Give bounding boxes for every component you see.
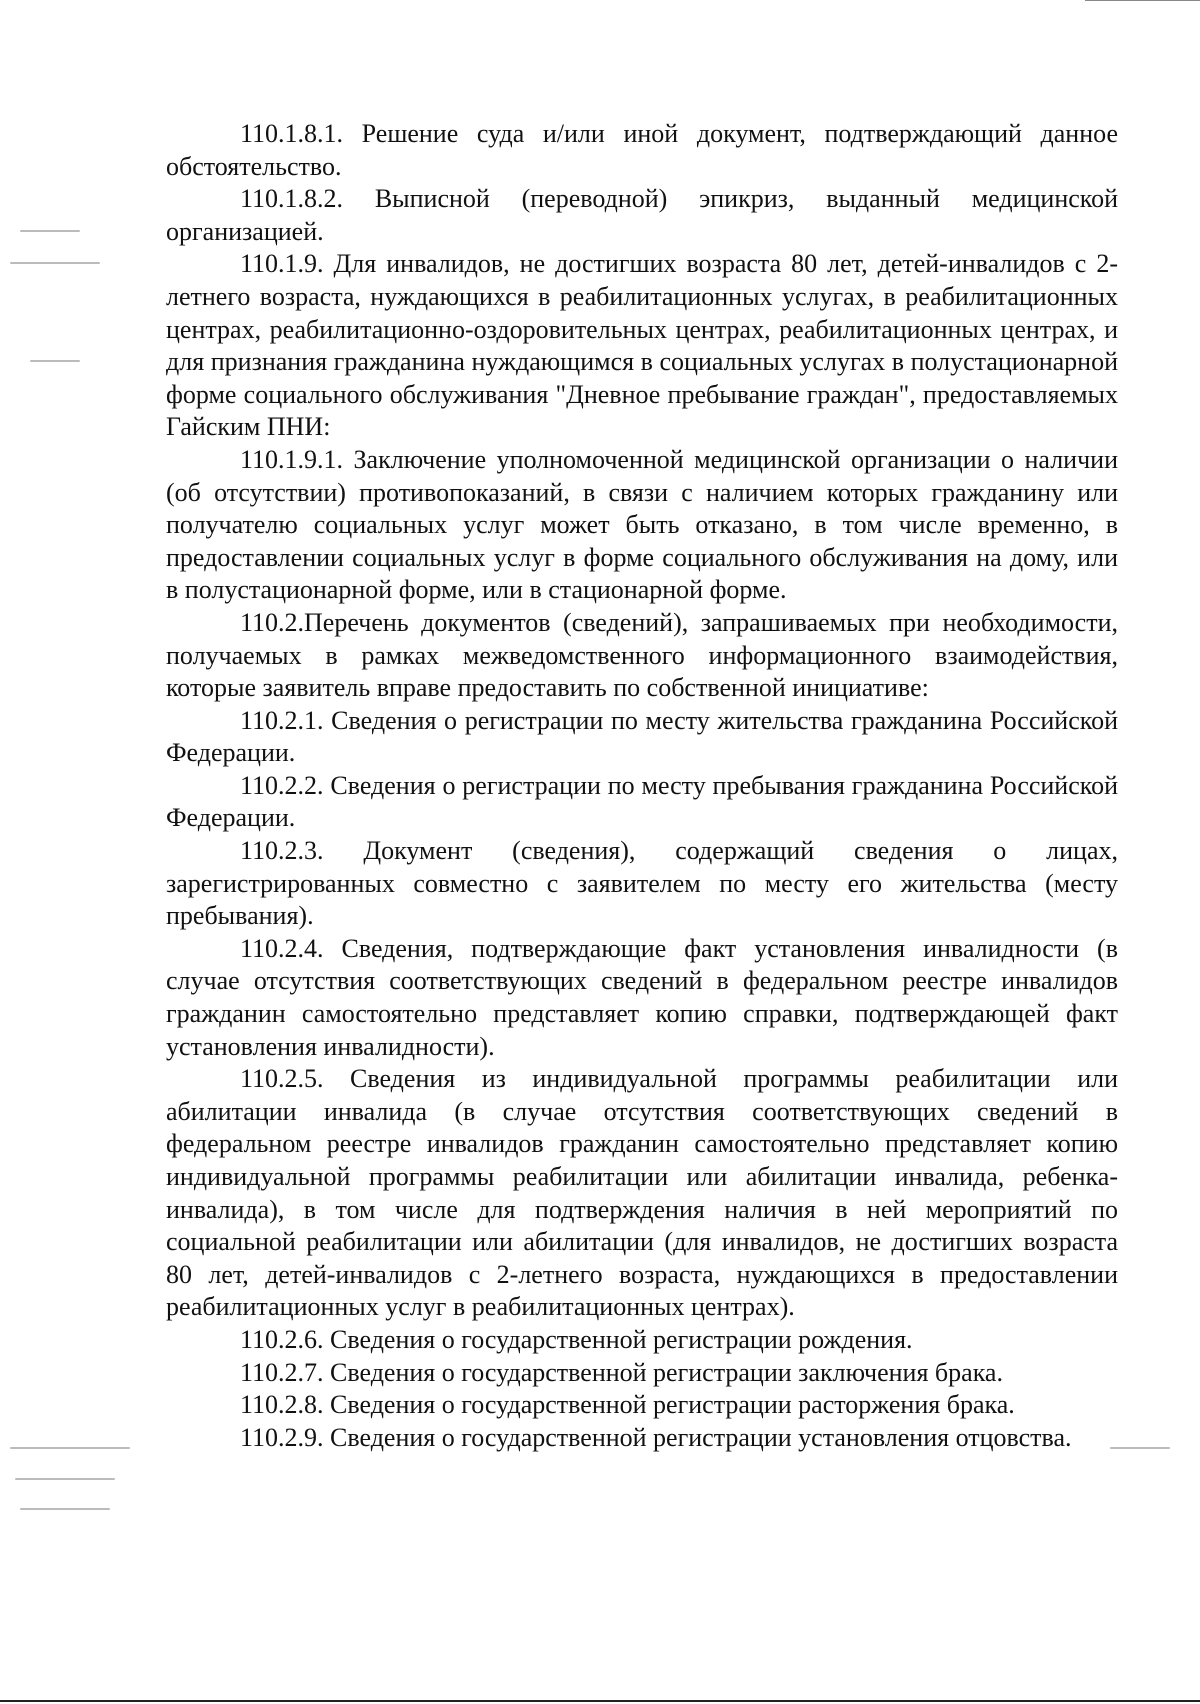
scan-speck [10, 1447, 130, 1449]
paragraph-110-1-8-1: 110.1.8.1. Решение суда и/или иной документ, подтверждающий данное обстоятельство. [166, 119, 1118, 181]
paragraph-110-1-9: 110.1.9. Для инвалидов, не достигших возраста 80 лет, детей-инвалидов с 2-летнего возраста, нуждающихся в реабилитационных услугах, в реабилитационных центрах, реабилитационно-оздоровительных центрах, реабилитационных центрах, и для признания гражданина нуждающимся в социальных услугах в полустационарной форме социального обслуживания "Дневное пребывание граждан", предоставляемых Гайским ПНИ: [166, 249, 1118, 442]
scan-speck [10, 262, 100, 264]
scan-artifact-line [1085, 0, 1200, 1]
paragraph-110-2-4: 110.2.4. Сведения, подтверждающие факт установления инвалидности (в случае отсутствия соответствующих сведений в федеральном реестре инвалидов гражданин самостоятельно представляет копию справки, подтверждающей факт установления инвалидности). [166, 933, 1118, 1061]
paragraph-110-1-8-2: 110.1.8.2. Выписной (переводной) эпикриз, выданный медицинской организацией. [166, 184, 1118, 246]
document-body [166, 118, 1118, 1454]
paragraph-110-2-9: 110.2.9. Сведения о государственной регистрации установления отцовства. [240, 1422, 1072, 1452]
paragraph-110-2: 110.2.Перечень документов (сведений), запрашиваемых при необходимости, получаемых в рамках межведомственного информационного взаимодействия, которые заявитель вправе предоставить по собственной инициативе: [166, 607, 1118, 703]
paragraph-110-2-5: 110.2.5. Сведения из индивидуальной программы реабилитации или абилитации инвалида (в случае отсутствия соответствующих сведений в федеральном реестре инвалидов гражданин самостоятельно представляет копию индивидуальной программы реабилитации или абилитации инвалида, ребенка-инвалида), в том числе для подтверждения наличия в ней мероприятий по социальной реабилитации или абилитации (для инвалидов, не достигших возраста 80 лет, детей-инвалидов с 2-летнего возраста, нуждающихся в предоставлении реабилитационных услуг в реабилитационных центрах). [166, 1064, 1118, 1322]
scan-speck [30, 360, 80, 362]
paragraph-110-1-9-1: 110.1.9.1. Заключение уполномоченной медицинской организации о наличии (об отсутствии) противопоказаний, в связи с наличием которых гражданину или получателю социальных услуг может быть отказано, в том числе временно, в предоставлении социальных услуг в форме социального обслуживания на дому, или в полустационарной форме, или в стационарной форме. [166, 444, 1118, 605]
scan-speck [20, 1508, 110, 1510]
paragraph-110-2-2: 110.2.2. Сведения о регистрации по месту пребывания гражданина Российской Федерации. [166, 770, 1118, 833]
paragraph-110-2-8: 110.2.8. Сведения о государственной регистрации расторжения брака. [240, 1390, 1015, 1420]
paragraph-110-2-1: 110.2.1. Сведения о регистрации по месту жительства гражданина Российской Федерации. [166, 705, 1118, 768]
scan-speck [1110, 1447, 1170, 1449]
scan-artifact-line [0, 1700, 1200, 1702]
scan-speck [15, 1478, 115, 1480]
paragraph-110-2-6: 110.2.6. Сведения о государственной регистрации рождения. [240, 1324, 913, 1354]
paragraph-110-2-7: 110.2.7. Сведения о государственной регистрации заключения брака. [240, 1357, 1003, 1387]
scan-speck [20, 230, 80, 232]
paragraph-110-2-3: 110.2.3. Документ (сведения), содержащий сведения о лицах, зарегистрированных совместно с заявителем по месту его жительства (месту пребывания). [166, 836, 1118, 931]
